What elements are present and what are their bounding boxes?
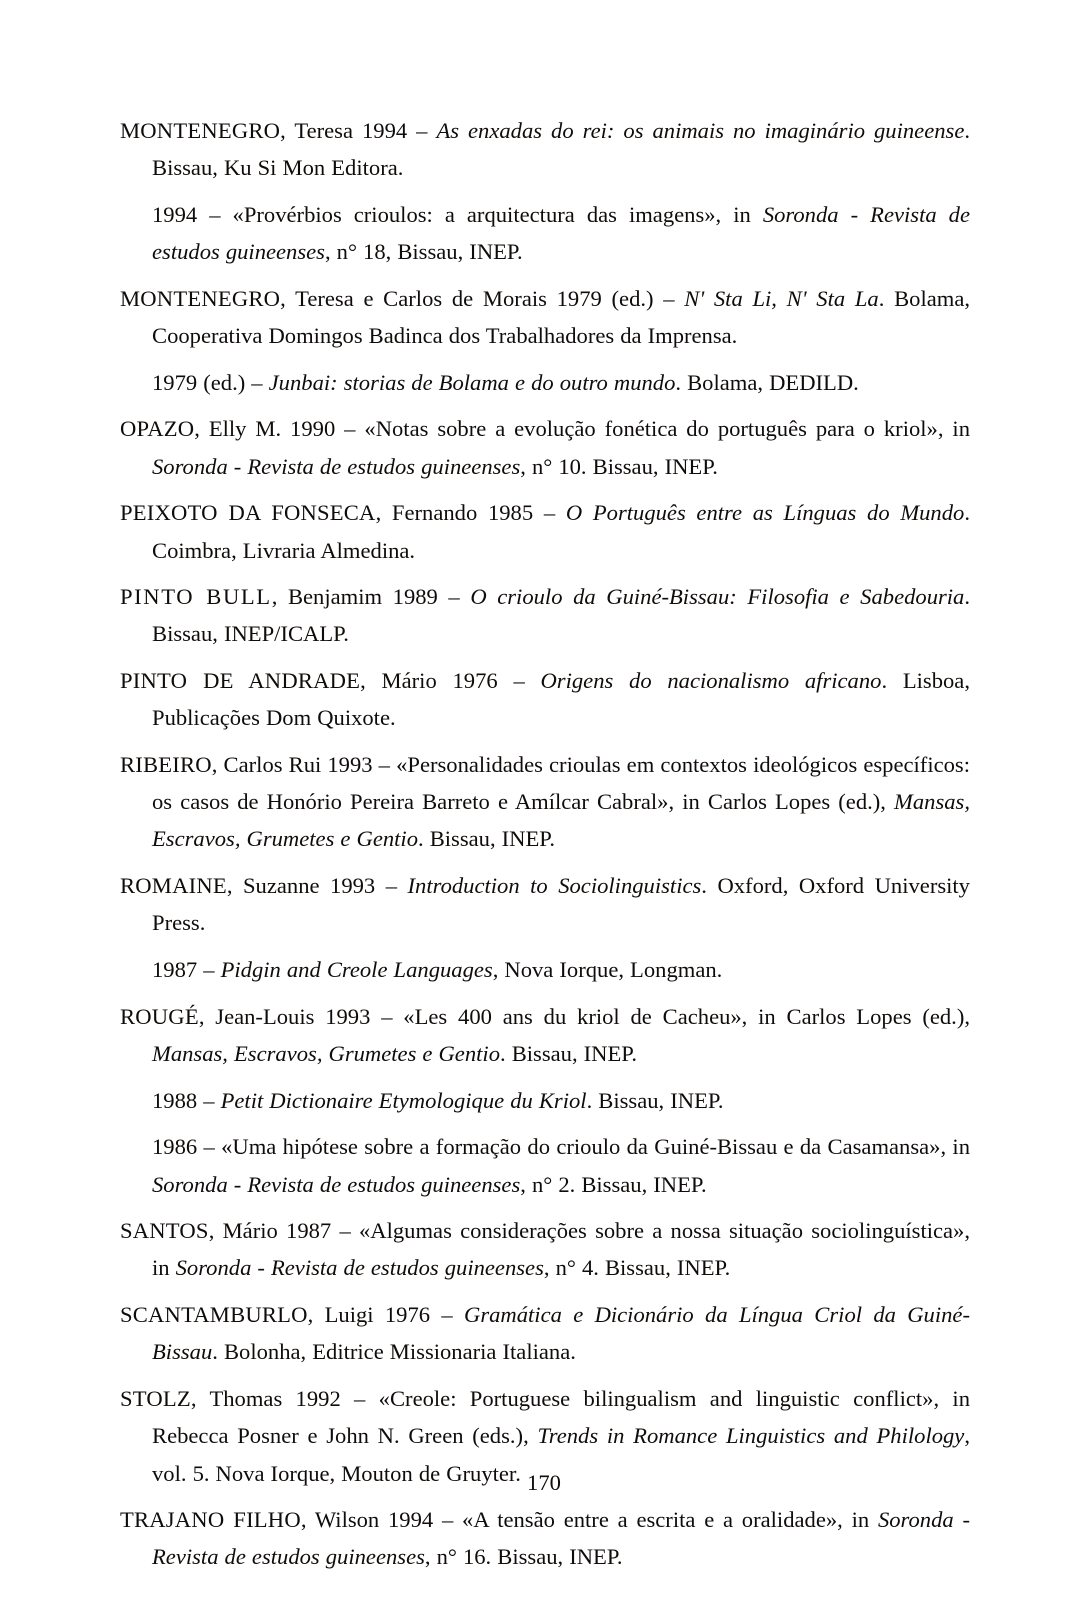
entry-author-surname: MONTENEGRO [120, 118, 281, 143]
entry-text: , n° 16. Bissau, INEP. [424, 1544, 623, 1570]
entry-text: , n° 10. Bissau, INEP. [520, 453, 718, 479]
entry-title-italic: Mansas, Escravos, Grumetes e Gentio [152, 1040, 500, 1066]
bibliography-entry [120, 578, 970, 652]
entry-text: , Fernando 1985 – [375, 500, 566, 526]
entry-title-italic: Pidgin and Creole Languages [220, 957, 493, 983]
entry-text: , Nova Iorque, Longman. [492, 957, 723, 983]
entry-title-italic: Origens do nacionalismo africano [540, 668, 882, 694]
entry-text: 1979 (ed.) – [152, 369, 269, 395]
bibliography-entry [120, 112, 970, 186]
bibliography-entry [120, 1296, 970, 1370]
entry-title-italic: O Português entre as Línguas do Mundo [565, 500, 965, 526]
bibliography-entry [120, 1082, 970, 1119]
entry-author-surname: RIBEIRO [120, 752, 212, 778]
bibliography-entry [120, 364, 970, 401]
entry-title-italic: Junbai: storias de Bolama e do outro mundo [268, 369, 676, 395]
page-number: 170 [527, 1470, 561, 1495]
entry-title-italic: Soronda - Revista de estudos guineenses [152, 1171, 521, 1197]
bibliography-entry [120, 662, 970, 736]
entry-author-surname: MONTENEGRO [120, 285, 281, 311]
entry-text: , Suzanne 1993 – [226, 873, 408, 899]
entry-text: , Benjamim 1989 – [271, 584, 471, 610]
entry-title-italic: Soronda - Revista de estudos guineenses [152, 201, 970, 265]
entry-text: . Bissau, Ku Si Mon Editora. [152, 118, 970, 181]
entry-text: , Jean-Louis 1993 – «Les 400 ans du kriol de Cacheu», in Carlos Lopes (ed.), [198, 1003, 970, 1029]
entry-title-italic: Introduction to Sociolinguistics [407, 873, 702, 899]
entry-text: , Luigi 1976 – [307, 1302, 464, 1328]
entry-text: , Elly M. 1990 – «Notas sobre a evolução fonética do português para o kriol», in [194, 416, 970, 442]
entry-text: , n° 2. Bissau, INEP. [520, 1171, 707, 1197]
entry-text: . Coimbra, Livraria Almedina. [152, 500, 970, 563]
bibliography-entry [120, 1501, 970, 1575]
entry-text: . Bissau, INEP. [586, 1087, 724, 1113]
entry-title-italic: Soronda - Revista de estudos guineenses [152, 1507, 970, 1570]
entry-text: . Oxford, Oxford University Press. [152, 873, 970, 936]
bibliography-entry [120, 951, 970, 988]
entry-text: 1986 – «Uma hipótese sobre a formação do crioulo da Guiné-Bissau e da Casamansa», in [152, 1134, 970, 1160]
entry-text: . Bolama, Cooperativa Domingos Badinca dos Trabalhadores da Imprensa. [152, 285, 970, 349]
bibliography-entry [120, 410, 970, 484]
entry-text: , Teresa 1994 – [280, 118, 437, 143]
bibliography-entry [120, 998, 970, 1072]
entry-text: . Lisboa, Publicações Dom Quixote. [152, 668, 970, 731]
entry-author-surname: PINTO BULL [120, 584, 272, 610]
entry-title-italic: Gramática e Dicionário da Língua Criol da Guiné-Bissau [152, 1302, 970, 1365]
entry-text: , Teresa e Carlos de Morais 1979 (ed.) – [280, 285, 685, 311]
entry-title-italic: Petit Dictionaire Etymologique du Kriol [220, 1087, 587, 1113]
entry-author-surname: SCANTAMBURLO [120, 1302, 308, 1328]
entry-title-italic: O crioulo da Guiné-Bissau: Filosofia e Sabedouria [470, 584, 965, 610]
bibliography-entry [120, 867, 970, 941]
entry-text: , n° 4. Bissau, INEP. [543, 1255, 731, 1281]
entry-title-italic: N' Sta Li, N' Sta La [684, 285, 879, 311]
entry-text: , n° 18, Bissau, INEP. [324, 239, 523, 265]
entry-title-italic: Mansas, Escravos, Grumetes e Gentio [152, 789, 970, 852]
entry-title-italic: Trends in Romance Linguistics and Philology [537, 1423, 965, 1449]
entry-text: , Mário 1987 – «Algumas considerações sobre a nossa situação sociolinguística», in [152, 1218, 970, 1281]
bibliography-entry [120, 280, 970, 354]
entry-author-surname: ROUGÉ [120, 1003, 199, 1029]
entry-author-surname: PEIXOTO DA FONSECA [120, 500, 376, 526]
bibliography-entry [120, 1212, 970, 1286]
entry-text: , Mário 1976 – [360, 668, 541, 694]
entry-text: , Wilson 1994 – «A tensão entre a escrita e a oralidade», in [300, 1507, 878, 1533]
entry-text: . Bolama, DEDILD. [675, 369, 859, 395]
entry-text: . Bissau, INEP/ICALP. [152, 584, 971, 647]
bibliography-entry [120, 196, 970, 270]
entry-author-surname: TRAJANO FILHO [120, 1507, 301, 1533]
entry-author-surname: PINTO DE ANDRADE [120, 668, 361, 694]
entry-title-italic: Soronda - Revista de estudos guineenses [175, 1255, 544, 1281]
entry-text: , Carlos Rui 1993 – «Personalidades crioulas em contextos ideológicos específicos: os casos de Honório Pereira Barreto e Amílcar Cabral», in Carlos Lopes (ed.), [152, 752, 970, 815]
entry-title-italic: Soronda - Revista de estudos guineenses [152, 453, 521, 479]
bibliography-list [120, 112, 970, 1576]
entry-title-italic: As enxadas do rei: os animais no imaginário guineense [436, 118, 965, 143]
bibliography-entry [120, 494, 970, 568]
entry-text: . Bolonha, Editrice Missionaria Italiana. [212, 1339, 576, 1365]
entry-text: . Bissau, INEP. [418, 826, 556, 852]
entry-text: , vol. 5. Nova Iorque, Mouton de Gruyter. [152, 1423, 970, 1486]
entry-text: . Bissau, INEP. [500, 1040, 638, 1066]
entry-text: 1994 – «Provérbios crioulos: a arquitectura das imagens», in [152, 201, 763, 227]
entry-text: 1988 – [152, 1087, 221, 1113]
entry-author-surname: SANTOS [120, 1218, 209, 1244]
entry-text: , Thomas 1992 – «Creole: Portuguese bilingualism and linguistic conflict», in Rebecca Posner e John N. Green (eds.), [152, 1386, 970, 1449]
entry-author-surname: OPAZO [120, 416, 195, 442]
entry-author-surname: STOLZ [120, 1386, 191, 1412]
bibliography-entry [120, 746, 970, 858]
entry-text: 1987 – [152, 957, 221, 983]
bibliography-entry [120, 1128, 970, 1202]
entry-author-surname: ROMAINE [120, 873, 227, 899]
